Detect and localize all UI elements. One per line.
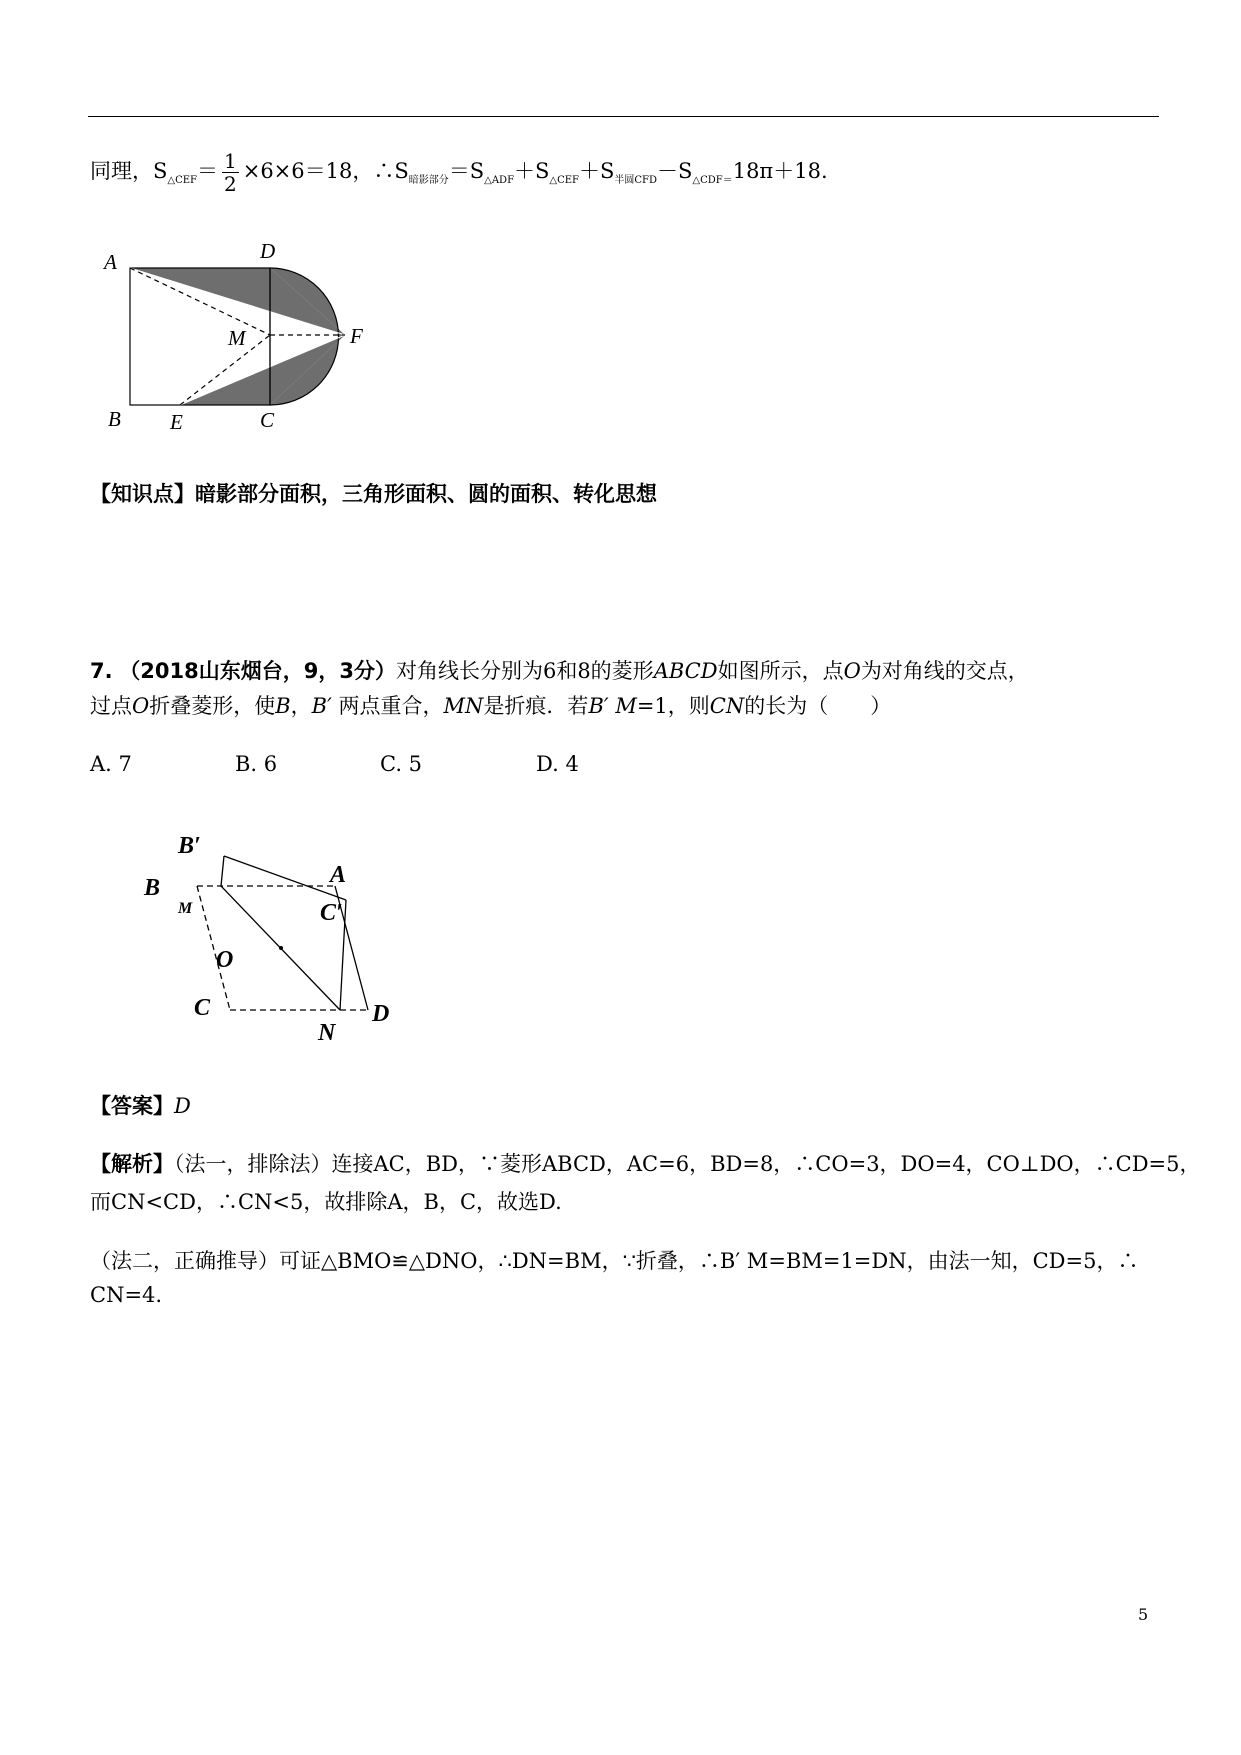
- label-d: D: [260, 239, 276, 263]
- text-segment: （法一，排除法）连接AC，BD，∵菱形ABCD，AC=6，BD=8，∴CO=3，DO=4，CO⊥DO，∴CD=5，: [174, 1152, 1201, 1176]
- header-rule: [88, 116, 1159, 117]
- analysis-line-3: （法二，正确推导）可证△BMO≌△DNO，∴DN=BM，∵折叠，∴B′ M=BM=1=DN，由法一知，CD=5，∴: [90, 1249, 1139, 1273]
- option-b: B. 6: [235, 752, 278, 776]
- text-segment: ABCD: [653, 659, 718, 683]
- geometry-figure-rhombus-fold: [144, 815, 420, 1046]
- text-segment: O: [843, 659, 861, 683]
- page-number: 5: [1138, 1605, 1149, 1624]
- subscript: △ADF: [484, 175, 515, 186]
- text-segment: 的长为（ ）: [744, 694, 892, 718]
- geometry-figure-square-semicircle: [100, 240, 380, 440]
- subscript: 半圆CFD: [614, 175, 657, 186]
- label-m: M: [228, 326, 246, 350]
- text-segment: ＝: [196, 159, 218, 183]
- label-a: A: [330, 862, 347, 888]
- analysis-tag: 【解析】: [90, 1152, 174, 1176]
- text-segment: 过点: [90, 694, 132, 718]
- segment-mbp: [221, 856, 224, 886]
- text-segment: CN: [709, 694, 745, 718]
- text-segment: =1，则: [636, 694, 710, 718]
- fraction: [222, 150, 239, 195]
- analysis-line-2: 而CN<CD，∴CN<5，故排除A，B，C，故选D.: [90, 1190, 562, 1214]
- label-a: A: [104, 250, 117, 274]
- label-b: B: [108, 407, 121, 431]
- analysis-line-1: [90, 1148, 1201, 1178]
- label-b-prime: B′: [178, 833, 201, 859]
- fraction-denominator: 2: [223, 172, 237, 196]
- option-a: A. 7: [90, 752, 132, 776]
- text-segment: MN: [443, 694, 484, 718]
- text-segment: 为对角线的交点，: [860, 659, 1029, 683]
- option-d: D. 4: [536, 752, 579, 776]
- text-segment: 两点重合，: [331, 694, 444, 718]
- label-e: E: [170, 410, 183, 434]
- text-segment: －S: [657, 159, 693, 183]
- label-f: F: [350, 324, 363, 348]
- knowledge-text: 暗影部分面积，三角形面积、圆的面积、转化思想: [195, 482, 657, 506]
- fraction-numerator: 1: [223, 149, 237, 173]
- text-segment: O: [132, 694, 150, 718]
- segment-bpcp: [224, 856, 346, 900]
- answer-options: [90, 752, 579, 776]
- answer-value: D: [174, 1094, 191, 1118]
- knowledge-point: [90, 478, 657, 508]
- label-c-prime: C′: [320, 900, 343, 926]
- answer-line: [90, 1090, 191, 1120]
- label-c: C: [194, 995, 211, 1021]
- text-segment: 18π＋18.: [732, 159, 828, 183]
- text-segment: 折叠菱形，使: [149, 694, 276, 718]
- label-n: N: [318, 1020, 336, 1046]
- solution-line: [90, 150, 828, 195]
- text-segment: ＋S: [579, 159, 615, 183]
- question-number: 7.: [90, 659, 113, 683]
- text-segment: ×6×6＝18，∴S: [242, 159, 409, 183]
- point-o: [279, 946, 283, 950]
- knowledge-tag: 【知识点】: [90, 482, 195, 506]
- label-o: O: [216, 947, 234, 973]
- label-c: C: [260, 408, 275, 432]
- text-segment: ＝S: [448, 159, 485, 183]
- label-d: D: [372, 1001, 390, 1027]
- question-source: （2018山东烟台，9，3分）: [119, 659, 396, 683]
- subscript: △CEF: [167, 175, 197, 186]
- option-c: C. 5: [380, 752, 423, 776]
- question-line-2: [90, 690, 891, 720]
- text-segment: 是折痕．若: [483, 694, 589, 718]
- answer-tag: 【答案】: [90, 1094, 174, 1118]
- label-b: B: [144, 875, 161, 901]
- text-segment: ＋S: [514, 159, 550, 183]
- text-segment: 如图所示，点: [717, 659, 844, 683]
- label-m: M: [178, 900, 193, 917]
- analysis-line-4: CN=4.: [90, 1283, 163, 1307]
- question-line-1: [90, 655, 1029, 685]
- text-segment: B′ M: [588, 694, 637, 718]
- subscript: △CEF: [549, 175, 579, 186]
- text-segment: 同理，S: [90, 159, 168, 183]
- subscript: △CDF＝: [692, 175, 733, 186]
- subscript: 暗影部分: [408, 175, 449, 186]
- text-segment: B: [275, 694, 291, 718]
- text-segment: 对角线长分别为6和8的菱形: [395, 659, 654, 683]
- text-segment: ，: [290, 694, 312, 718]
- text-segment: B′: [311, 694, 332, 718]
